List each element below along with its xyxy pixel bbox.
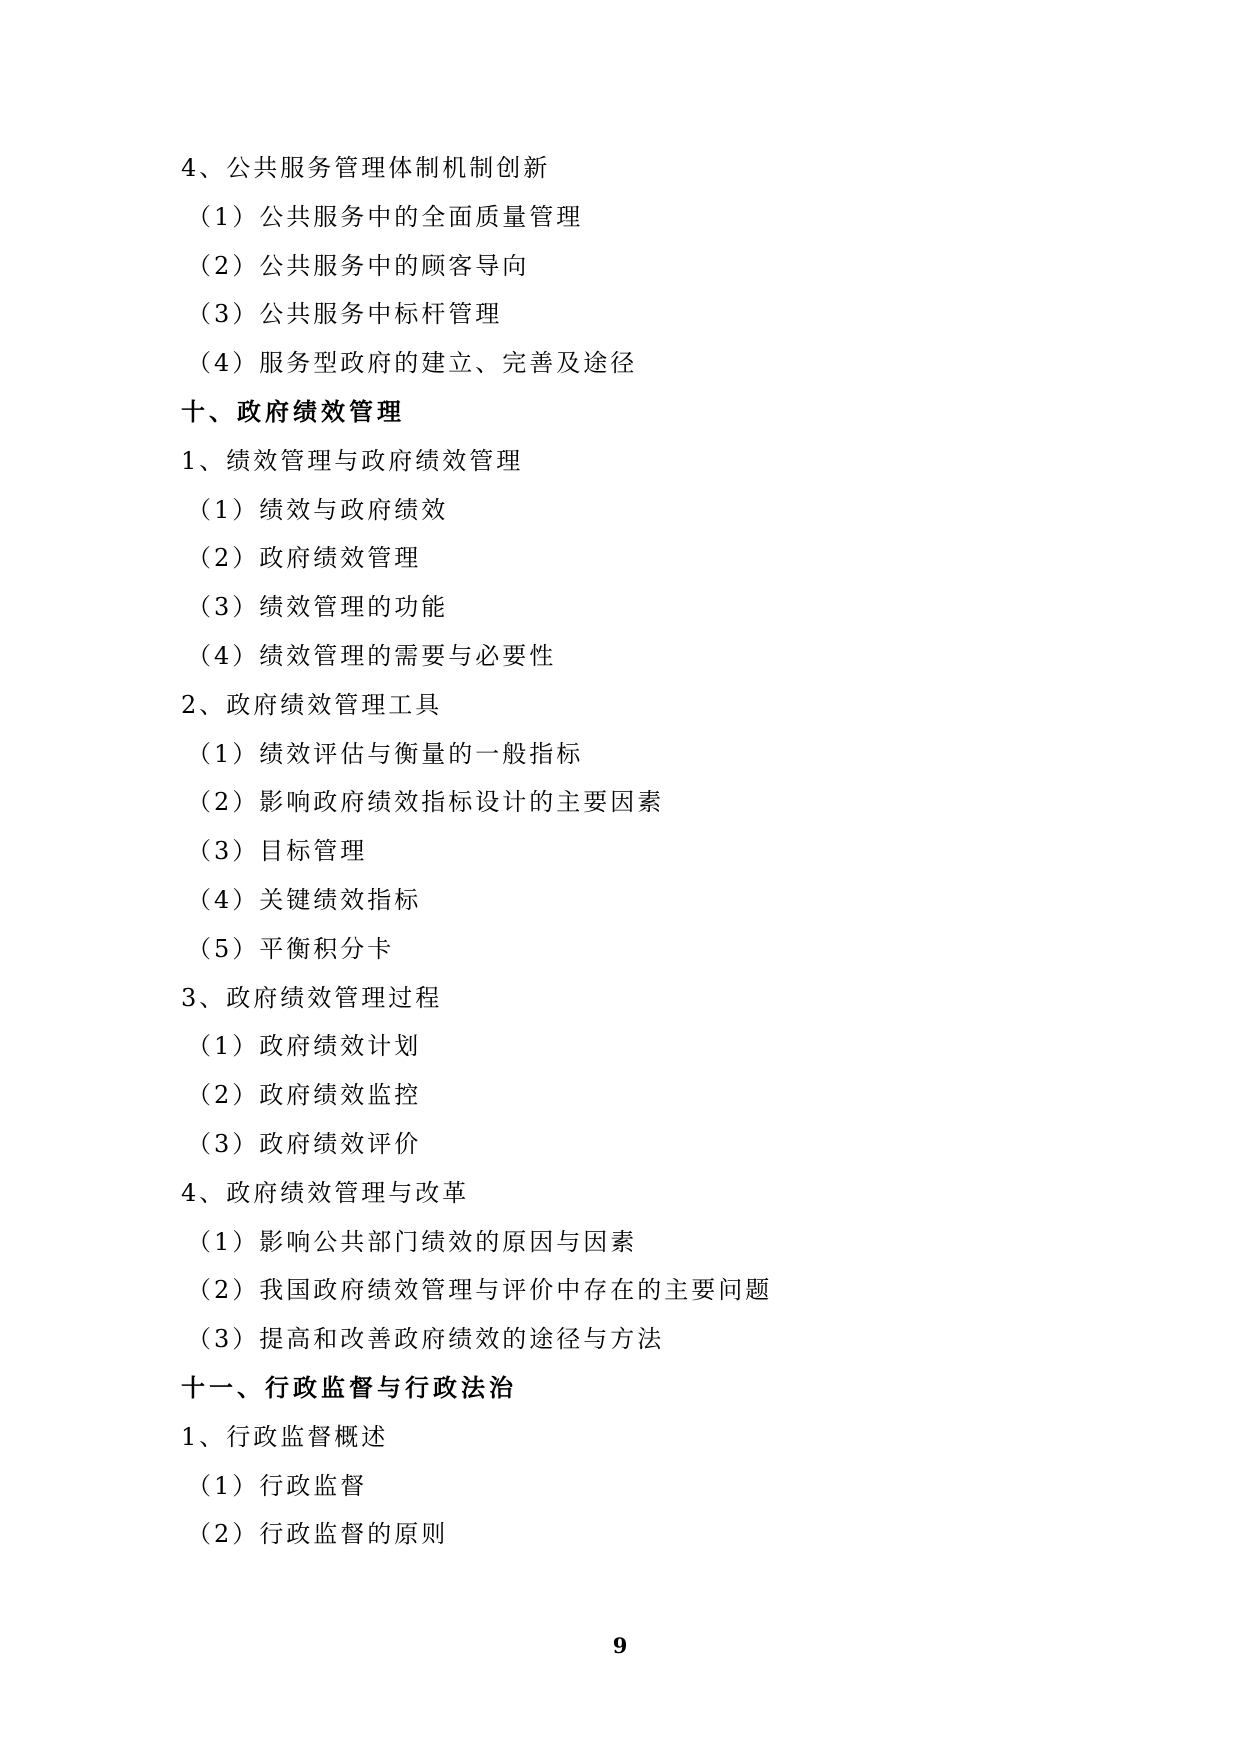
outline-subitem: （3）政府绩效评价 — [187, 1129, 422, 1158]
outline-item: 2、政府绩效管理工具 — [181, 690, 443, 719]
outline-subitem: （1）绩效与政府绩效 — [187, 495, 449, 524]
outline-subitem: （1）公共服务中的全面质量管理 — [187, 202, 584, 231]
outline-item: 1、行政监督概述 — [181, 1422, 389, 1451]
outline-subitem: （5）平衡积分卡 — [187, 934, 395, 963]
outline-content — [181, 144, 1160, 1559]
outline-subitem: （2）政府绩效监控 — [187, 1081, 422, 1110]
outline-subitem: （1）绩效评估与衡量的一般指标 — [187, 739, 584, 768]
outline-subitem: （3）提高和改善政府绩效的途径与方法 — [187, 1325, 665, 1354]
outline-item: 4、政府绩效管理与改革 — [181, 1178, 470, 1207]
section-heading: 十、政府绩效管理 — [181, 396, 405, 426]
outline-subitem: （3）公共服务中标杆管理 — [187, 300, 503, 329]
outline-subitem: （2）政府绩效管理 — [187, 544, 422, 573]
outline-subitem: （4）绩效管理的需要与必要性 — [187, 641, 557, 670]
outline-subitem: （3）绩效管理的功能 — [187, 593, 449, 622]
outline-subitem: （1）行政监督 — [187, 1471, 368, 1500]
page-number: 9 — [612, 1633, 628, 1658]
outline-subitem: （2）我国政府绩效管理与评价中存在的主要问题 — [187, 1276, 773, 1305]
outline-subitem: （2）影响政府绩效指标设计的主要因素 — [187, 788, 665, 817]
outline-subitem: （4）服务型政府的建立、完善及途径 — [187, 349, 638, 378]
outline-subitem: （1）政府绩效计划 — [187, 1032, 422, 1061]
outline-subitem: （4）关键绩效指标 — [187, 885, 422, 914]
section-heading: 十一、行政监督与行政法治 — [181, 1372, 517, 1402]
outline-subitem: （2）行政监督的原则 — [187, 1520, 449, 1549]
outline-subitem: （2）公共服务中的顾客导向 — [187, 251, 530, 280]
outline-item: 1、绩效管理与政府绩效管理 — [181, 446, 524, 475]
outline-subitem: （1）影响公共部门绩效的原因与因素 — [187, 1227, 638, 1256]
outline-item: 4、公共服务管理体制机制创新 — [181, 154, 551, 182]
outline-item: 3、政府绩效管理过程 — [181, 983, 443, 1012]
outline-subitem: （3）目标管理 — [187, 837, 368, 866]
